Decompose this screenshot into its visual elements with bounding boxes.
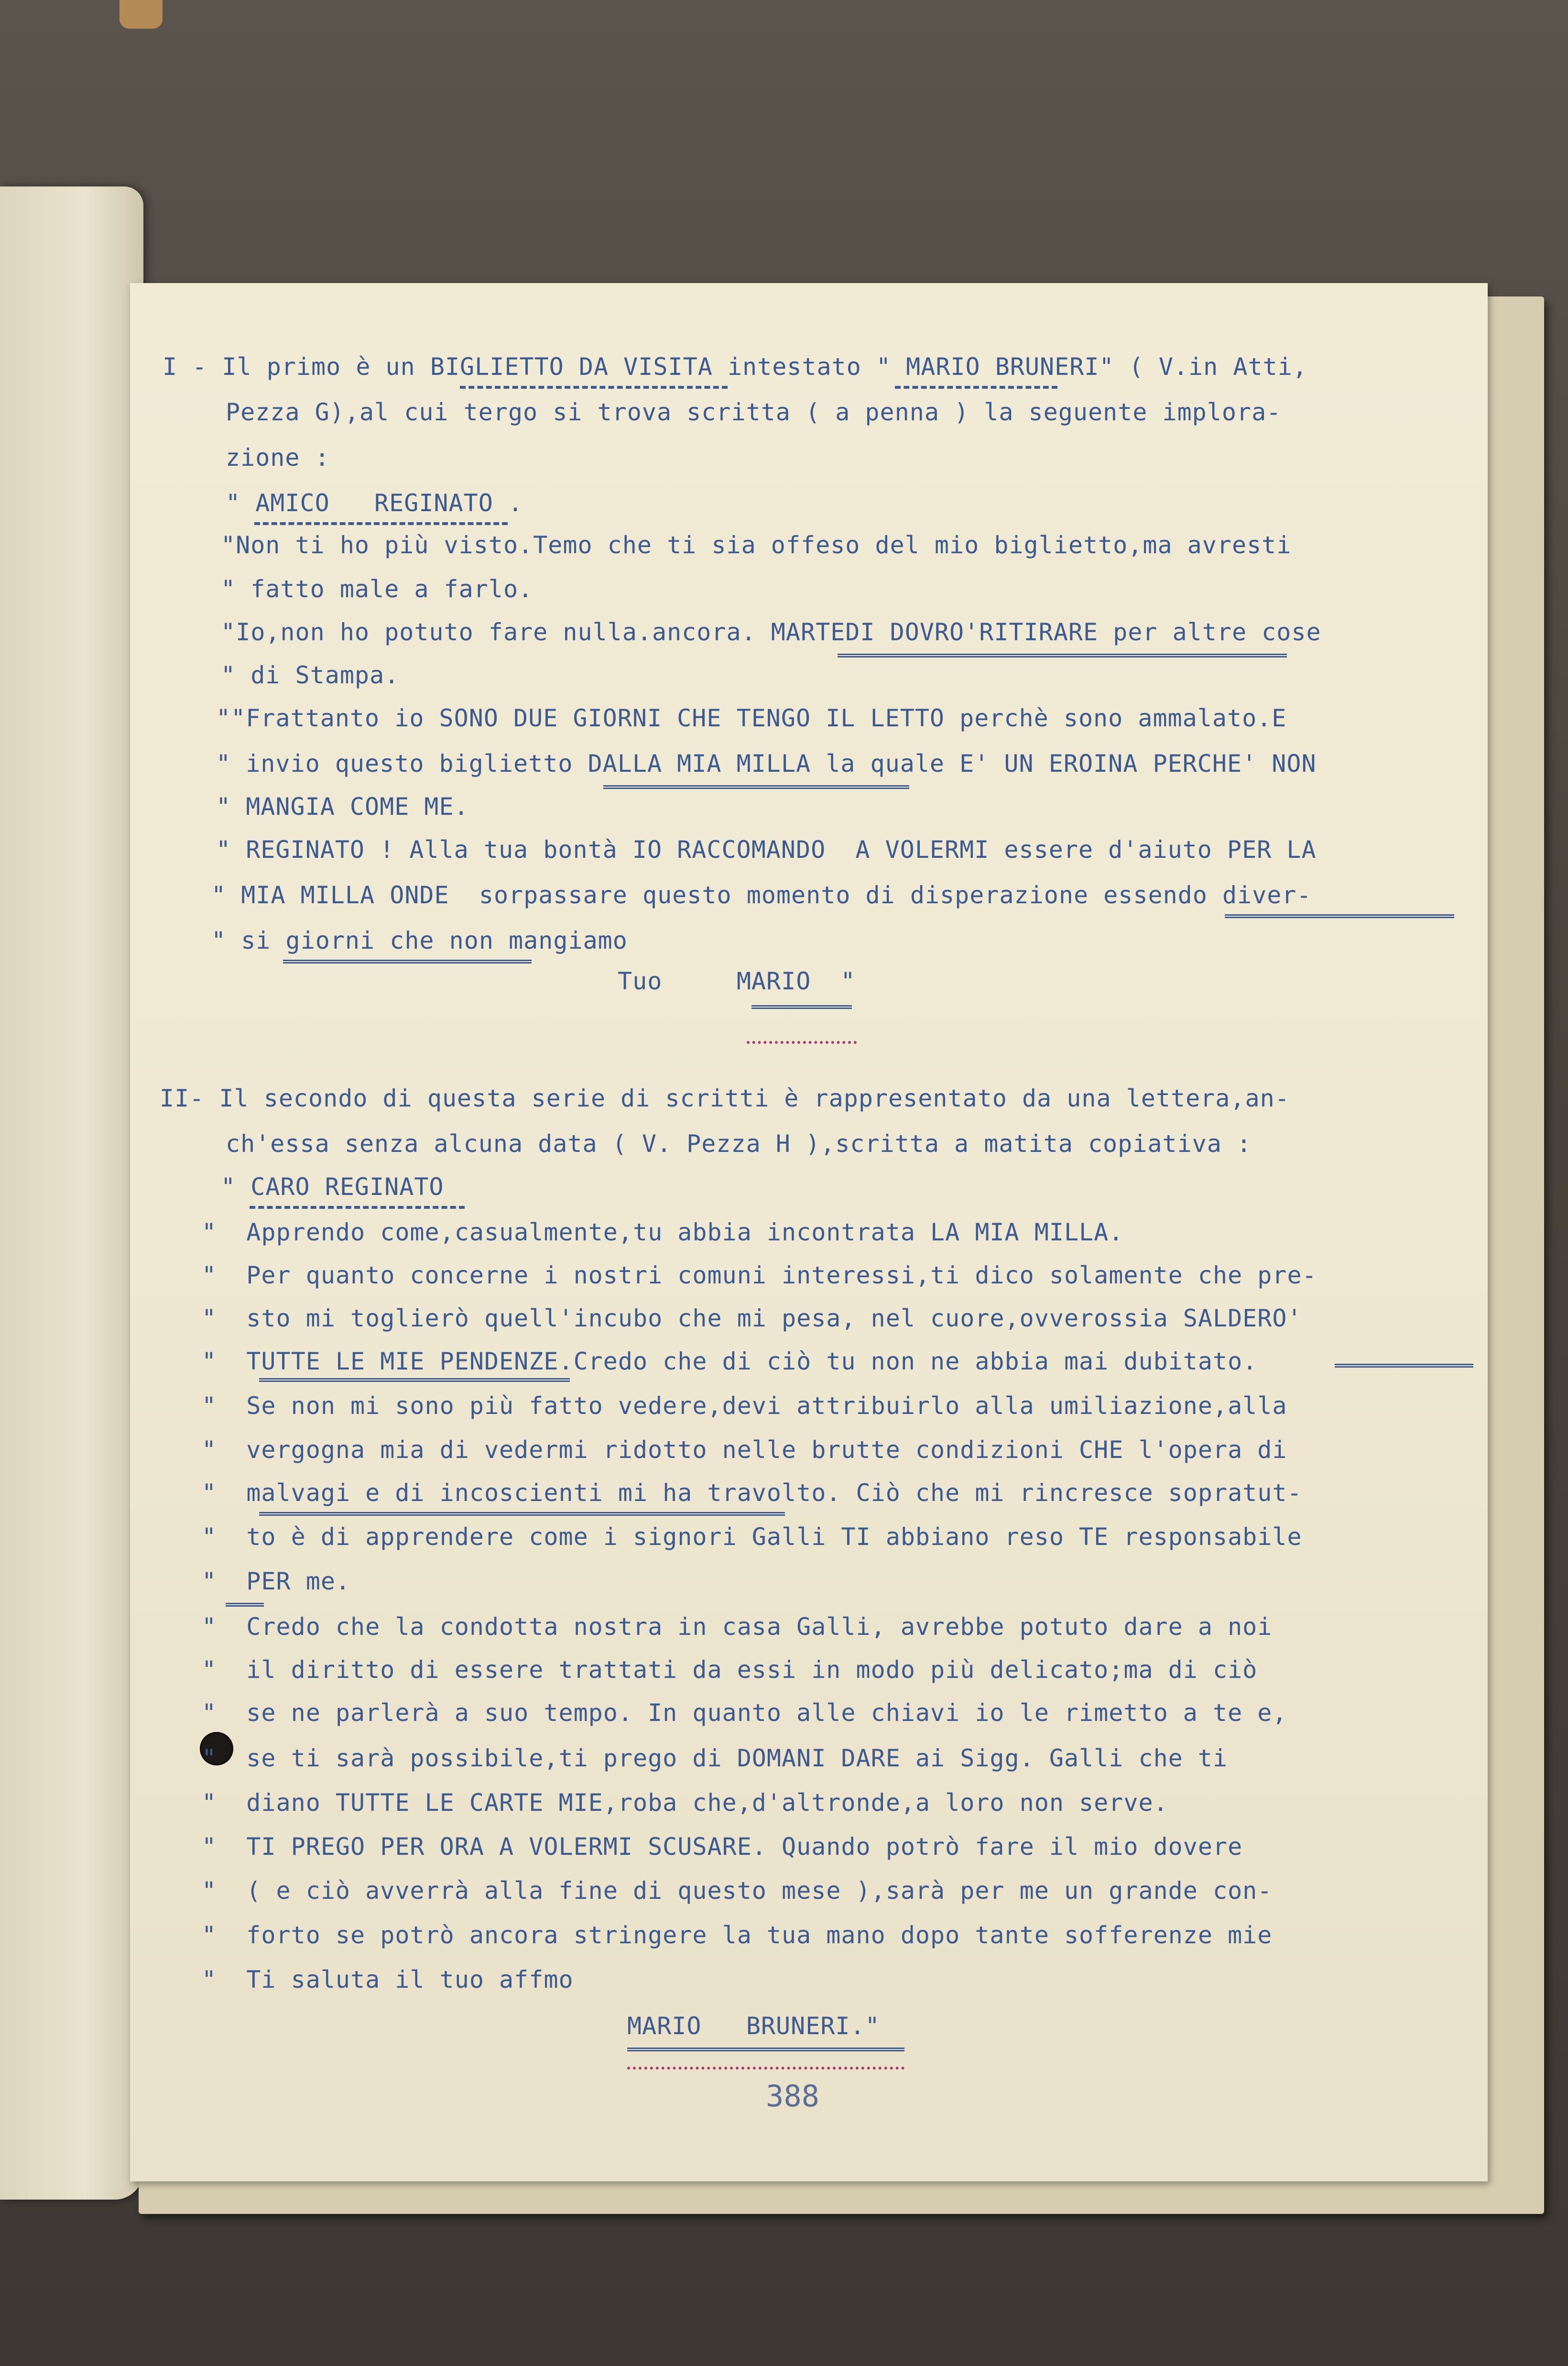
section-2-line: " diano TUTTE LE CARTE MIE,roba che,d'altronde,a loro non serve. <box>202 1789 1168 1817</box>
underline <box>1335 1364 1473 1368</box>
section-2-line: " vergogna mia di vedermi ridotto nelle brutte condizioni CHE l'opera di <box>202 1436 1287 1464</box>
section-1-line: I - Il primo è un BIGLIETTO DA VISITA intestato " MARIO BRUNERI" ( V.in Atti, <box>163 353 1307 381</box>
section-2-line: " Ti saluta il tuo affmo <box>202 1966 574 1994</box>
document-page <box>130 283 1488 2181</box>
underline <box>1225 914 1454 918</box>
binder-tab <box>120 0 163 29</box>
section-2-line: " CARO REGINATO <box>221 1173 444 1201</box>
section-2-line: " to è di apprendere come i signori Galli TI abbiano reso TE responsabile <box>202 1523 1302 1551</box>
underline <box>460 386 728 389</box>
underline <box>283 960 532 964</box>
page-number: 388 <box>766 2079 819 2114</box>
underline <box>747 1041 857 1044</box>
section-1-line: Pezza G),al cui tergo si trova scritta ( a penna ) la seguente implora- <box>226 398 1282 426</box>
section-1-line: "Io,non ho potuto fare nulla.ancora. MARTEDI DOVRO'RITIRARE per altre cose <box>221 618 1321 646</box>
underline <box>627 2067 904 2070</box>
section-2-line: " TUTTE LE MIE PENDENZE.Credo che di ciò tu non ne abbia mai dubitato. <box>202 1347 1258 1375</box>
section-2-line: " malvagi e di incoscienti mi ha travolto. Ciò che mi rincresce sopratut- <box>202 1479 1302 1507</box>
section-2-line: " Per quanto concerne i nostri comuni interessi,ti dico solamente che pre- <box>202 1261 1317 1289</box>
section-1-line: ""Frattanto io SONO DUE GIORNI CHE TENGO IL LETTO perchè sono ammalato.E <box>216 704 1287 732</box>
section-1-line: " di Stampa. <box>221 661 400 689</box>
section-2-line: " ( e ciò avverrà alla fine di questo mese ),sarà per me un grande con- <box>202 1877 1273 1905</box>
section-1-signature: Tuo MARIO " <box>618 967 856 995</box>
section-2-line: " il diritto di essere trattati da essi in modo più delicato;ma di ciò <box>202 1656 1258 1684</box>
underline <box>259 1512 785 1516</box>
underline <box>603 785 909 789</box>
underline <box>250 1206 465 1209</box>
section-2-line: " se ne parlerà a suo tempo. In quanto alle chiavi io le rimetto a te e, <box>202 1699 1287 1727</box>
section-1-line: " MIA MILLA ONDE sorpassare questo momento di disperazione essendo diver- <box>211 881 1312 909</box>
section-1-line: " AMICO REGINATO . <box>226 489 523 517</box>
section-2-line: " forto se potrò ancora stringere la tua mano dopo tante sofferenze mie <box>202 1921 1273 1949</box>
underline <box>254 522 508 525</box>
underline <box>226 1603 264 1607</box>
section-2-signature: MARIO BRUNERI." <box>627 2012 880 2040</box>
section-1-line: "Non ti ho più visto.Temo che ti sia offeso del mio biglietto,ma avresti <box>221 531 1292 559</box>
underline <box>259 1378 570 1382</box>
section-1-line: " MANGIA COME ME. <box>216 793 469 821</box>
section-1-line: " REGINATO ! Alla tua bontà IO RACCOMANDO A VOLERMI essere d'aiuto PER LA <box>216 836 1317 864</box>
underline <box>895 386 1057 389</box>
underline <box>838 654 1287 657</box>
section-2-line: ch'essa senza alcuna data ( V. Pezza H ),scritta a matita copiativa : <box>226 1130 1252 1158</box>
section-1-line: " invio questo biglietto DALLA MIA MILLA la quale E' UN EROINA PERCHE' NON <box>216 750 1317 778</box>
binder-spine <box>0 186 143 2200</box>
section-2-line: " TI PREGO PER ORA A VOLERMI SCUSARE. Quando potrò fare il mio dovere <box>202 1833 1243 1861</box>
section-2-line: " se ti sarà possibile,ti prego di DOMANI DARE ai Sigg. Galli che ti <box>202 1744 1228 1772</box>
underline <box>751 1005 852 1009</box>
underline <box>627 2048 904 2051</box>
section-1-line: " fatto male a farlo. <box>221 575 534 603</box>
section-2-line: " Credo che la condotta nostra in casa Galli, avrebbe potuto dare a noi <box>202 1613 1273 1641</box>
section-2-line: " PER me. <box>202 1567 351 1595</box>
section-2-line: " Se non mi sono più fatto vedere,devi attribuirlo alla umiliazione,alla <box>202 1392 1287 1420</box>
section-2-line: II- Il secondo di questa serie di scritti è rappresentato da una lettera,an- <box>160 1084 1290 1112</box>
section-1-line: zione : <box>226 444 330 471</box>
section-2-line: " Apprendo come,casualmente,tu abbia incontrata LA MIA MILLA. <box>202 1218 1124 1246</box>
section-2-line: " sto mi toglierò quell'incubo che mi pesa, nel cuore,ovverossia SALDERO' <box>202 1304 1302 1332</box>
section-1-line: " si giorni che non mangiamo <box>211 927 628 954</box>
